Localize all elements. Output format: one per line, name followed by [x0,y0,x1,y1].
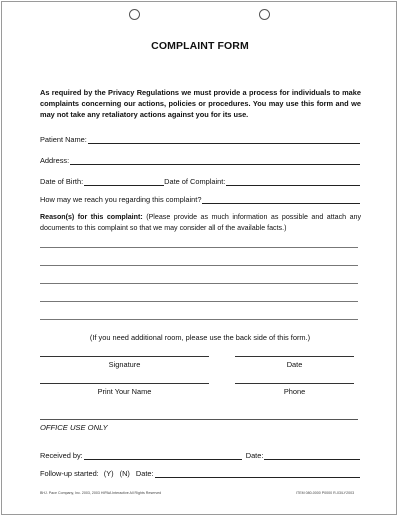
reason-line-3[interactable] [40,283,358,284]
followup-no-option[interactable]: (N) [119,469,130,478]
received-row [40,450,360,460]
reach-label: How may we reach you regarding this complaint? [40,195,202,204]
patient-name-row [40,134,360,144]
print-name-field[interactable] [40,383,209,384]
reach-field[interactable] [202,195,360,204]
print-name-label: Print Your Name [97,387,152,396]
signature-date-field[interactable] [235,356,354,357]
office-use-label: OFFICE USE ONLY [40,423,108,432]
reason-line-1[interactable] [40,247,358,248]
reason-line-4[interactable] [40,301,358,302]
form-title: COMPLAINT FORM [151,40,249,52]
intro-paragraph: As required by the Privacy Regulations we must provide a process for individuals to make complaints concerning our actions, policies or procedures. You may use this form and we may not take any retaliatory actions against you for its use. [40,88,361,119]
dob-label: Date of Birth: [40,177,84,186]
punch-hole-right [259,9,270,20]
reason-line-2[interactable] [40,265,358,266]
phone-field[interactable] [235,383,354,384]
signature-label: Signature [108,360,141,369]
received-date-field[interactable] [264,451,360,460]
punch-hole-left [129,9,140,20]
followup-date-field[interactable] [155,469,360,478]
form-page [1,1,397,515]
followup-row [40,468,360,478]
address-field[interactable] [70,156,360,165]
received-by-field[interactable] [84,451,242,460]
office-divider [40,419,358,420]
dates-row [40,176,360,186]
received-by-label: Received by: [40,451,83,460]
additional-room-note: (If you need additional room, please use the back side of this form.) [89,333,311,342]
followup-yes-option[interactable]: (Y) [103,469,114,478]
address-row [40,155,360,165]
address-label: Address: [40,156,70,165]
followup-label: Follow-up started: [40,469,99,478]
reason-text: (Please provide as much information as possible and attach any documents to this complaint so that we may consider all of the available facts.) [40,213,362,232]
signature-field[interactable] [40,356,209,357]
dob-field[interactable] [84,177,164,186]
reach-row [40,194,360,204]
reason-paragraph [40,212,361,233]
reason-label: Reason(s) for this complaint: [40,213,143,221]
phone-label: Phone [283,387,306,396]
patient-name-field[interactable] [88,135,360,144]
date-label: Date [286,360,303,369]
footer-item-code: ITEM 080-0000 P0000 R-03/LY2003 [296,491,355,495]
date-of-complaint-label: Date of Complaint: [164,177,226,186]
followup-date-label: Date: [135,469,154,478]
received-date-label: Date: [245,451,264,460]
date-of-complaint-field[interactable] [226,177,360,186]
reason-line-5[interactable] [40,319,358,320]
patient-name-label: Patient Name: [40,135,87,144]
footer-copyright: BHJ. Pace Company, Inc. 2003, 2003 HIPAA Interactive All Rights Reserved [40,491,162,495]
